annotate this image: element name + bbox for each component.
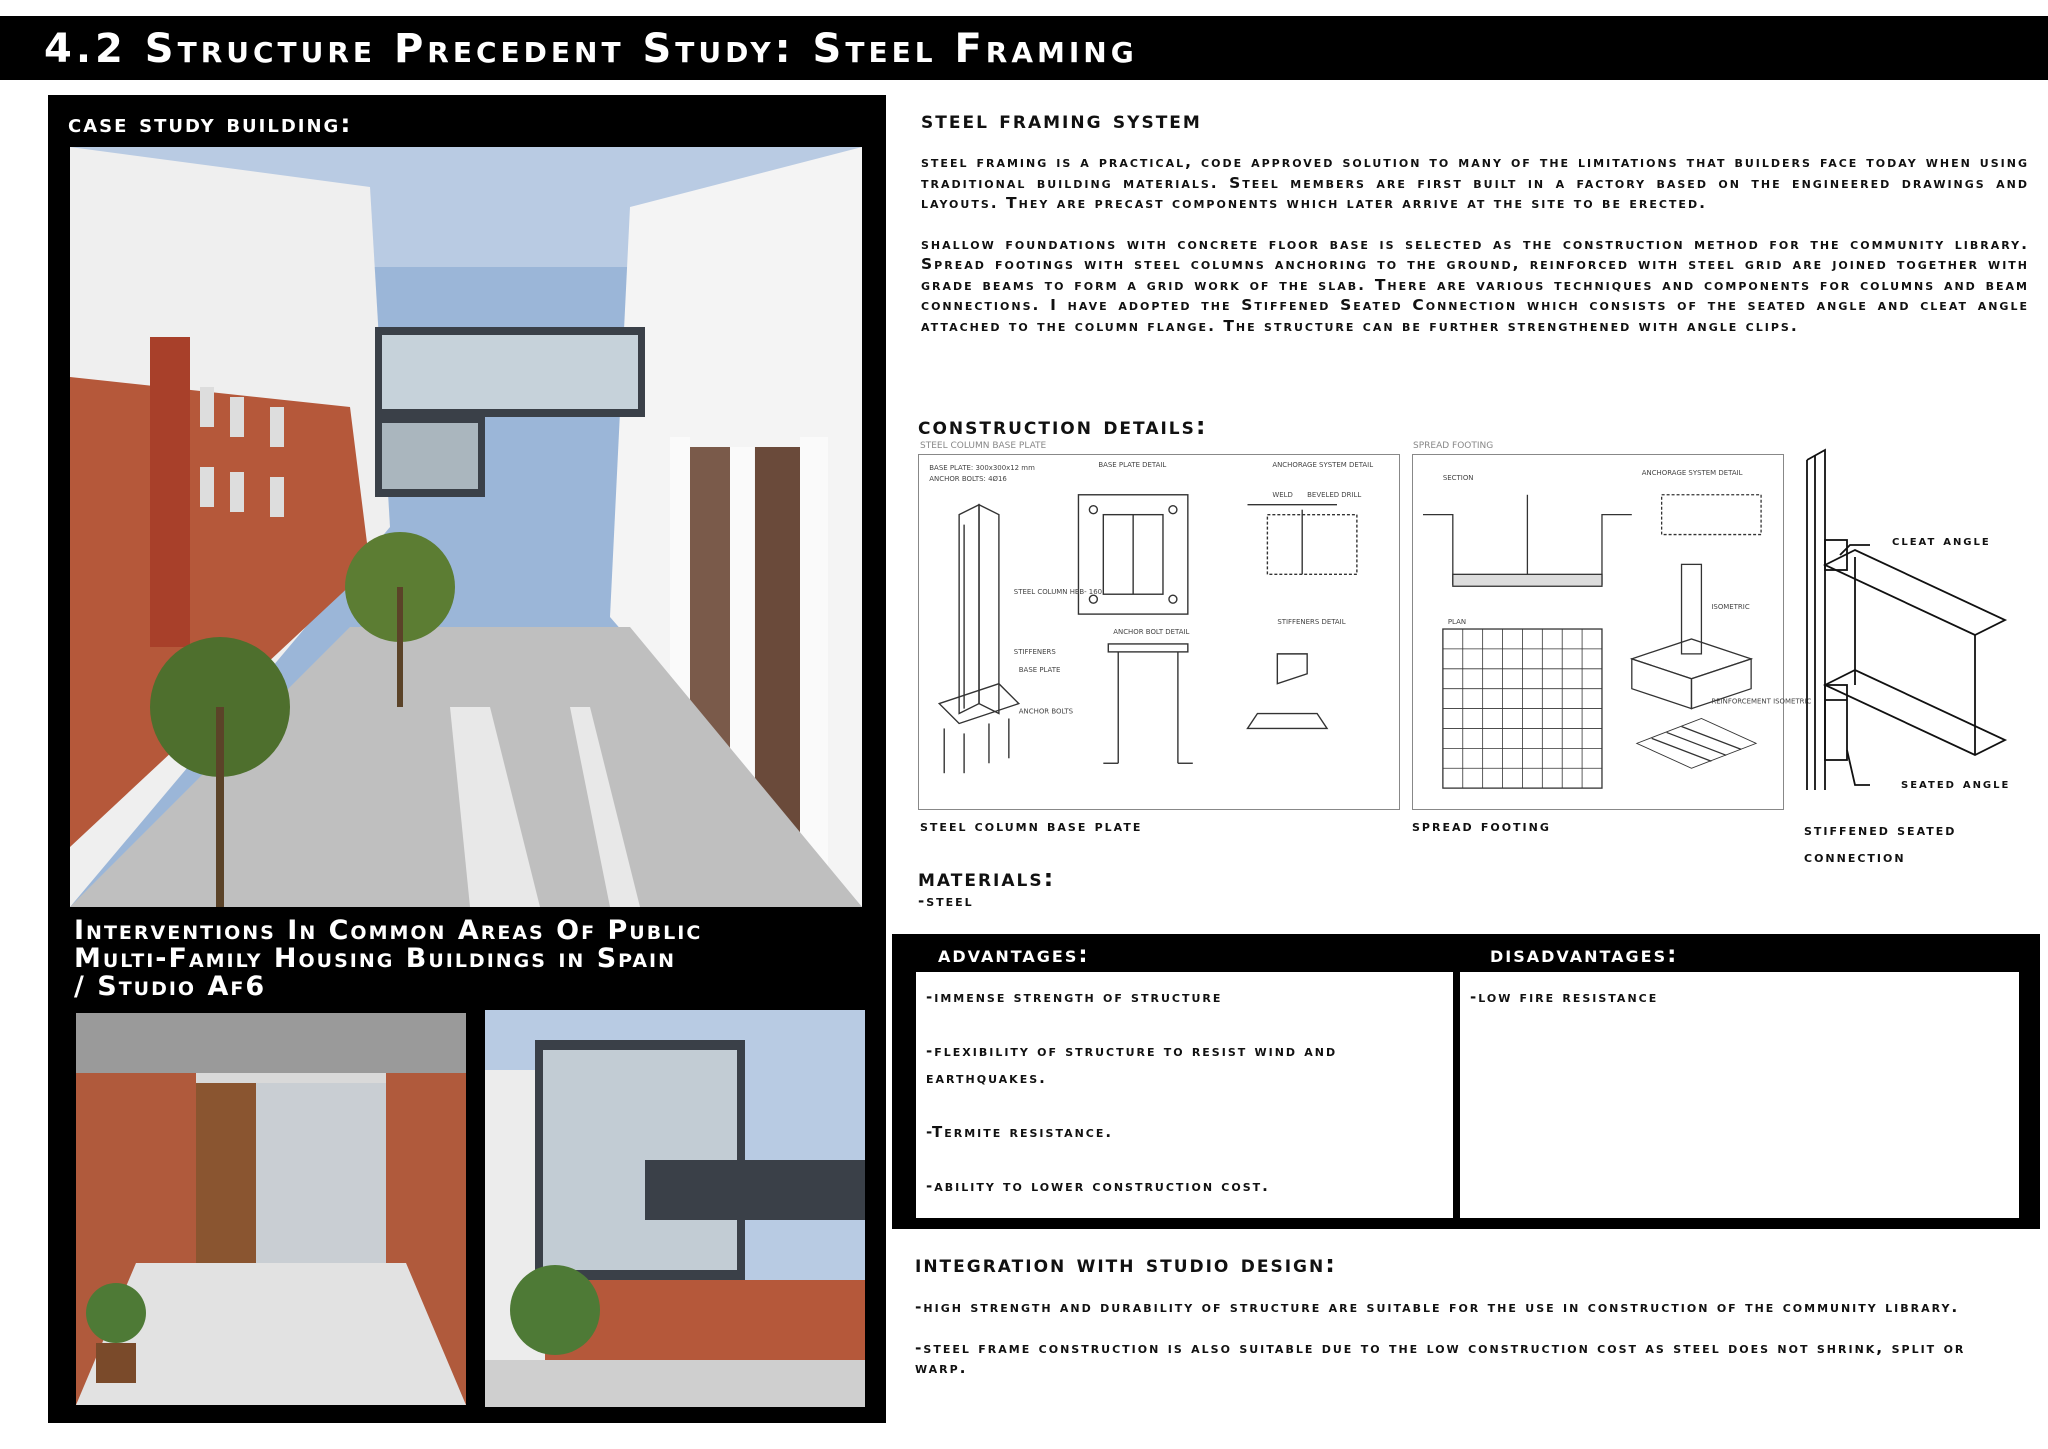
caption-line-2: Multi-Family Housing Buildings in Spain [74,943,677,974]
advantage-item: -ability to lower construction cost. [926,1177,1270,1195]
framing-paragraph-1: steel framing is a practical, code approved solution to many of the limitations that builders face today when using traditional building materials. Steel members are first built in a factory based on the engineered drawings and layouts. They are precast components which later arrive at the site to be erected. [921,153,2029,212]
drawing1-sheet-label: STEEL COLUMN BASE PLATE [920,441,1047,451]
seated-connection-label [1804,817,1956,871]
drawing1-note-stiffeners-detail: STIFFENERS DETAIL [1277,618,1346,627]
materials-heading: materials: [918,864,1056,892]
framing-body [921,152,2029,356]
case-study-entrance-photo [76,1013,466,1405]
caption-line-3: / Studio Af6 [74,971,267,1002]
seated-angle-label: seated angle [1901,776,2011,792]
case-study-main-photo [70,147,862,907]
drawing1-note-baseplate: BASE PLATE [1018,665,1061,674]
case-study-bridge-photo [485,1010,865,1407]
seated-connection-label-line-2: connection [1804,848,1906,866]
base-plate-drawing [918,454,1400,810]
case-study-caption [74,917,854,1001]
spread-footing-drawing [1412,454,1812,810]
framing-heading: steel framing system [921,106,1202,134]
advantage-item: -immense strength of structure [926,988,1223,1006]
drawing1-note-anchorage: ANCHORAGE SYSTEM DETAIL [1272,460,1374,469]
disadvantages-list [1460,972,2019,1218]
drawing1-note-bp-detail: BASE PLATE DETAIL [1098,460,1167,469]
caption-line-1: Interventions In Common Areas Of Public [74,915,703,946]
base-plate-label: steel column base plate [920,817,1143,835]
advantage-item: -flexibility of structure to resist wind and earthquakes. [926,1042,1338,1087]
advantage-item: -Termite resistance. [926,1123,1114,1141]
drawing1-note-stiffeners: STIFFENERS [1013,647,1056,656]
materials-item: -steel [918,892,974,910]
drawing2-note-section: SECTION [1442,473,1474,482]
drawing1-note-bolts-label: ANCHOR BOLTS [1018,707,1074,716]
spread-footing-label: spread footing [1412,817,1551,835]
drawing2-note-plan: PLAN [1447,618,1467,627]
drawing2-note-anchorage: ANCHORAGE SYSTEM DETAIL [1641,468,1743,477]
title-bar [0,16,2048,80]
disadvantage-item: -low fire resistance [1470,988,1659,1006]
integration-paragraph-1: -high strength and durability of structure are suitable for the use in construction of the community library. [915,1298,1960,1316]
drawing2-note-reinforcement: REINFORCEMENT ISOMETRIC [1711,697,1812,706]
advantages-heading: advantages: [938,942,1090,968]
drawing1-note-column: STEEL COLUMN HEB- 160 [1013,588,1103,597]
integration-body [915,1297,2025,1399]
cleat-angle-label: cleat angle [1892,533,1991,549]
case-study-heading: case study building: [68,109,353,138]
drawing1-note-anchor-bolt: ANCHOR BOLT DETAIL [1113,627,1190,636]
framing-paragraph-2: shallow foundations with concrete floor base is selected as the construction method for the community library. Spread footings with steel columns anchoring to the ground, reinforced with steel grid are joined together with grade beams to form a grid work of the slab. There are various techniques and components for columns and beam connections. I have adopted the Stiffened Seated Connection which consists of the seated angle and cleat angle attached to the column flange. The structure can be further strengthened with angle clips. [921,234,2029,335]
drawing2-note-iso: ISOMETRIC [1711,603,1750,612]
construction-heading: construction details: [918,412,1208,440]
drawing1-note-bolts: ANCHOR BOLTS: 4Ø16 [929,474,1007,483]
seated-connection-label-line-1: stiffened seated [1804,821,1957,839]
drawing1-note-base: BASE PLATE: 300x300x12 mm [929,463,1035,472]
drawing2-sheet-label: SPREAD FOOTING [1413,441,1494,451]
seated-connection-drawing [1795,445,2035,800]
integration-heading: integration with studio design: [915,1250,1337,1278]
integration-paragraph-2: -steel frame construction is also suitable due to the low construction cost as steel does not shrink, split or warp. [915,1338,1966,1377]
disadvantages-heading: disadvantages: [1490,942,1679,968]
drawing1-note-drill: BEVELED DRILL [1307,490,1362,499]
advantages-list [916,972,1453,1218]
advantages-box [892,934,2040,1229]
drawing1-note-weld: WELD [1272,490,1293,499]
page-title: 4.2 Structure Precedent Study: Steel Framing [44,26,1138,72]
case-study-panel [48,95,886,1423]
